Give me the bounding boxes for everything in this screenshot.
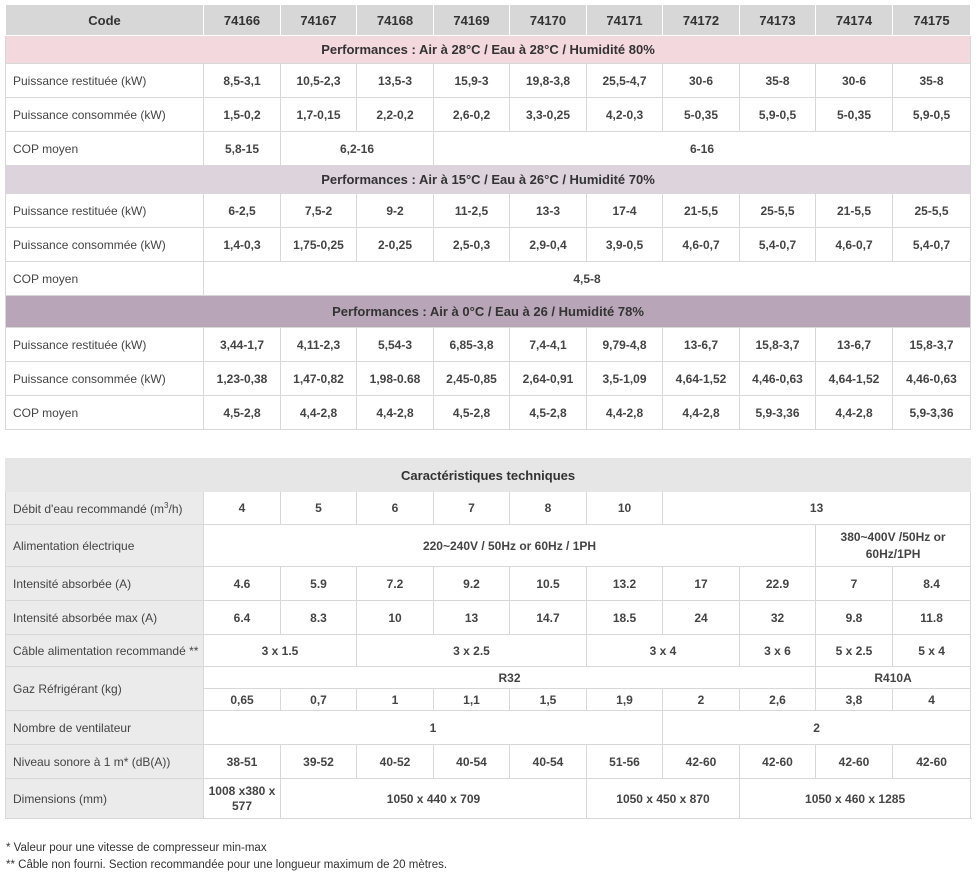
row-label: Dimensions (mm): [6, 779, 204, 819]
row-label: Puissance restituée (kW): [6, 64, 204, 98]
cell: 4,11-2,3: [281, 328, 357, 362]
section-header-15c: [6, 166, 971, 194]
row-label: Alimentation électrique: [6, 525, 204, 567]
cell: R32: [204, 667, 816, 689]
cell: 15,8-3,7: [893, 328, 971, 362]
cell: 4,4-2,8: [663, 396, 740, 430]
cell: 7: [816, 567, 893, 601]
cell: 30-6: [663, 64, 740, 98]
cell: 5,4-0,7: [893, 228, 971, 262]
section-title: Performances : Air à 28°C / Eau à 28°C / Humidité 80%: [6, 36, 971, 64]
cell: 13: [434, 601, 510, 635]
tech-title: Caractéristiques techniques: [6, 459, 971, 492]
cell: 5-0,35: [663, 98, 740, 132]
cell: 21-5,5: [816, 194, 893, 228]
cell: 51-56: [587, 745, 663, 779]
footnote: * Valeur pour une vitesse de compresseur min-max: [6, 842, 267, 854]
cell: 25-5,5: [740, 194, 816, 228]
cell: 25,5-4,7: [587, 64, 663, 98]
cell: 4,6-0,7: [663, 228, 740, 262]
cell: 2,45-0,85: [434, 362, 510, 396]
cell: 1050 x 450 x 870: [587, 779, 740, 819]
cell: 5.9: [281, 567, 357, 601]
cell: 6-2,5: [204, 194, 281, 228]
section-header-0c: [6, 296, 971, 328]
cell: R410A: [816, 667, 971, 689]
cell: 35-8: [740, 64, 816, 98]
cell: 8: [510, 492, 587, 525]
cell: 7.2: [357, 567, 434, 601]
row-label: Puissance consommée (kW): [6, 362, 204, 396]
cell: 1,23-0,38: [204, 362, 281, 396]
row-label: Puissance restituée (kW): [6, 328, 204, 362]
table-row: [6, 228, 971, 262]
cell: 5,4-0,7: [740, 228, 816, 262]
cell: 19,8-3,8: [510, 64, 587, 98]
row-label: Puissance consommée (kW): [6, 98, 204, 132]
cell: 1008 x380 x 577: [204, 779, 281, 819]
cell: 0,65: [204, 689, 281, 711]
cell: 40-54: [510, 745, 587, 779]
cell: 40-52: [357, 745, 434, 779]
cell: 7: [434, 492, 510, 525]
cell: 4,4-2,8: [587, 396, 663, 430]
cell: 5: [281, 492, 357, 525]
table-row: [6, 98, 971, 132]
cell: 4,5-8: [204, 262, 971, 296]
cell: 4,5-2,8: [510, 396, 587, 430]
cell: 4,46-0,63: [893, 362, 971, 396]
cell: 2,9-0,4: [510, 228, 587, 262]
cell: 6: [357, 492, 434, 525]
cell: 25-5,5: [893, 194, 971, 228]
section-header-28c: [6, 36, 971, 64]
cell: 13-6,7: [663, 328, 740, 362]
cell: 2-0,25: [357, 228, 434, 262]
debit-label: Débit d'eau recommandé (m: [13, 501, 165, 516]
cell: 13-3: [510, 194, 587, 228]
cell: 1050 x 440 x 709: [281, 779, 587, 819]
cell: 17: [663, 567, 740, 601]
cell: 3 x 6: [740, 635, 816, 667]
row-label: COP moyen: [6, 262, 204, 296]
code-74169: 74169: [434, 5, 510, 36]
cell: 5 x 2.5: [816, 635, 893, 667]
cell: 3,3-0,25: [510, 98, 587, 132]
cell: 13-6,7: [816, 328, 893, 362]
cell: 10: [357, 601, 434, 635]
cell: 2: [663, 689, 740, 711]
cell: 5,9-0,5: [740, 98, 816, 132]
row-label: Intensité absorbée max (A): [6, 601, 204, 635]
cell: 1,1: [434, 689, 510, 711]
code-74166: 74166: [204, 5, 281, 36]
cell: 6,85-3,8: [434, 328, 510, 362]
code-header-row: [6, 5, 971, 36]
cell: 42-60: [663, 745, 740, 779]
row-label: Câble alimentation recommandé **: [6, 635, 204, 667]
footnotes: [6, 840, 447, 874]
table-row: [6, 601, 971, 635]
cell: 3 x 2.5: [357, 635, 587, 667]
code-74167: 74167: [281, 5, 357, 36]
cell: 6-16: [434, 132, 971, 166]
cell: 42-60: [816, 745, 893, 779]
tech-header-row: [6, 459, 971, 492]
cell: 3 x 1.5: [204, 635, 357, 667]
cell: 8,5-3,1: [204, 64, 281, 98]
cell: 220~240V / 50Hz or 60Hz / 1PH: [204, 525, 816, 567]
cell: 5,9-3,36: [893, 396, 971, 430]
cell: 8.4: [893, 567, 971, 601]
cell: 1: [357, 689, 434, 711]
cell: 4: [893, 689, 971, 711]
cell: 1,47-0,82: [281, 362, 357, 396]
cell: 11-2,5: [434, 194, 510, 228]
table-row: [6, 194, 971, 228]
cell: 5,9-3,36: [740, 396, 816, 430]
table-row: [6, 132, 971, 166]
row-label: Puissance restituée (kW): [6, 194, 204, 228]
table-row: [6, 396, 971, 430]
row-label: Intensité absorbée (A): [6, 567, 204, 601]
cell: 6,2-16: [281, 132, 434, 166]
cell: 4,64-1,52: [816, 362, 893, 396]
cell: 14.7: [510, 601, 587, 635]
cell: 42-60: [740, 745, 816, 779]
cell: 10: [587, 492, 663, 525]
cell: 1,9: [587, 689, 663, 711]
performance-table: [5, 4, 971, 430]
cell: 2,64-0,91: [510, 362, 587, 396]
footnote: ** Câble non fourni. Section recommandée pour une longueur maximum de 20 mètres.: [6, 859, 448, 871]
cell: 2: [663, 711, 971, 745]
cell: 13: [663, 492, 971, 525]
cell: 4.6: [204, 567, 281, 601]
code-label: Code: [6, 5, 204, 36]
row-label: COP moyen: [6, 132, 204, 166]
code-74173: 74173: [740, 5, 816, 36]
cell: 4,6-0,7: [816, 228, 893, 262]
cell: 5,9-0,5: [893, 98, 971, 132]
code-74168: 74168: [357, 5, 434, 36]
table-row: [6, 525, 971, 567]
cell: 1050 x 460 x 1285: [740, 779, 971, 819]
cell: 9-2: [357, 194, 434, 228]
table-row: [6, 262, 971, 296]
row-label: Nombre de ventilateur: [6, 711, 204, 745]
code-74172: 74172: [663, 5, 740, 36]
cell: 15,8-3,7: [740, 328, 816, 362]
cell: 3,9-0,5: [587, 228, 663, 262]
cell: 3 x 4: [587, 635, 740, 667]
cell: 4,5-2,8: [434, 396, 510, 430]
cell: 9,79-4,8: [587, 328, 663, 362]
cell: 1: [204, 711, 663, 745]
cell: 30-6: [816, 64, 893, 98]
cell: 40-54: [434, 745, 510, 779]
cell: 38-51: [204, 745, 281, 779]
cell: 39-52: [281, 745, 357, 779]
cell: 4,5-2,8: [204, 396, 281, 430]
row-label: Gaz Réfrigérant (kg): [6, 667, 204, 711]
debit-label-end: /h): [168, 501, 183, 516]
cell: 4,4-2,8: [816, 396, 893, 430]
cell: 8.3: [281, 601, 357, 635]
cell: 13,5-3: [357, 64, 434, 98]
row-label: COP moyen: [6, 396, 204, 430]
table-row: [6, 711, 971, 745]
cell: 0,7: [281, 689, 357, 711]
table-row: [6, 492, 971, 525]
cell: 15,9-3: [434, 64, 510, 98]
cell: 5-0,35: [816, 98, 893, 132]
cell: 3,8: [816, 689, 893, 711]
cell: 4,2-0,3: [587, 98, 663, 132]
cell: 5,8-15: [204, 132, 281, 166]
cell: 2,6-0,2: [434, 98, 510, 132]
table-row: [6, 745, 971, 779]
cell: 11.8: [893, 601, 971, 635]
cell: 24: [663, 601, 740, 635]
cell: 42-60: [893, 745, 971, 779]
code-74171: 74171: [587, 5, 663, 36]
cell: 2,5-0,3: [434, 228, 510, 262]
row-label: Puissance consommée (kW): [6, 228, 204, 262]
cell: 4,46-0,63: [740, 362, 816, 396]
cell: 7,5-2: [281, 194, 357, 228]
cell: 2,6: [740, 689, 816, 711]
cell: 10.5: [510, 567, 587, 601]
code-74170: 74170: [510, 5, 587, 36]
code-74175: 74175: [893, 5, 971, 36]
cell: 1,4-0,3: [204, 228, 281, 262]
cell: 6.4: [204, 601, 281, 635]
cell: 2,2-0,2: [357, 98, 434, 132]
cell: 21-5,5: [663, 194, 740, 228]
cell: 35-8: [893, 64, 971, 98]
technical-table: [5, 458, 971, 819]
table-row: [6, 667, 971, 689]
cell: 1,98-0.68: [357, 362, 434, 396]
cell: 32: [740, 601, 816, 635]
cell: 13.2: [587, 567, 663, 601]
cell: 18.5: [587, 601, 663, 635]
cell: 1,7-0,15: [281, 98, 357, 132]
table-row: [6, 362, 971, 396]
cell: 3,5-1,09: [587, 362, 663, 396]
code-74174: 74174: [816, 5, 893, 36]
section-title: Performances : Air à 0°C / Eau à 26 / Humidité 78%: [6, 296, 971, 328]
cell: 7,4-4,1: [510, 328, 587, 362]
row-label: [6, 492, 204, 525]
cell: 4,64-1,52: [663, 362, 740, 396]
row-label: Niveau sonore à 1 m* (dB(A)): [6, 745, 204, 779]
cell: 380~400V /50Hz or 60Hz/1PH: [816, 525, 971, 567]
cell: 1,75-0,25: [281, 228, 357, 262]
cell: 9.8: [816, 601, 893, 635]
table-row: [6, 328, 971, 362]
cell: 9.2: [434, 567, 510, 601]
table-row: [6, 567, 971, 601]
cell: 17-4: [587, 194, 663, 228]
section-title: Performances : Air à 15°C / Eau à 26°C / Humidité 70%: [6, 166, 971, 194]
cell: 22.9: [740, 567, 816, 601]
cell: 10,5-2,3: [281, 64, 357, 98]
cell: 4,4-2,8: [357, 396, 434, 430]
cell: 4: [204, 492, 281, 525]
debit-label-sup: 3: [164, 500, 169, 510]
cell: 4,4-2,8: [281, 396, 357, 430]
table-row: [6, 635, 971, 667]
cell: 3,44-1,7: [204, 328, 281, 362]
cell: 5 x 4: [893, 635, 971, 667]
cell: 1,5: [510, 689, 587, 711]
cell: 1,5-0,2: [204, 98, 281, 132]
table-row: [6, 779, 971, 819]
table-row: [6, 64, 971, 98]
cell: 5,54-3: [357, 328, 434, 362]
